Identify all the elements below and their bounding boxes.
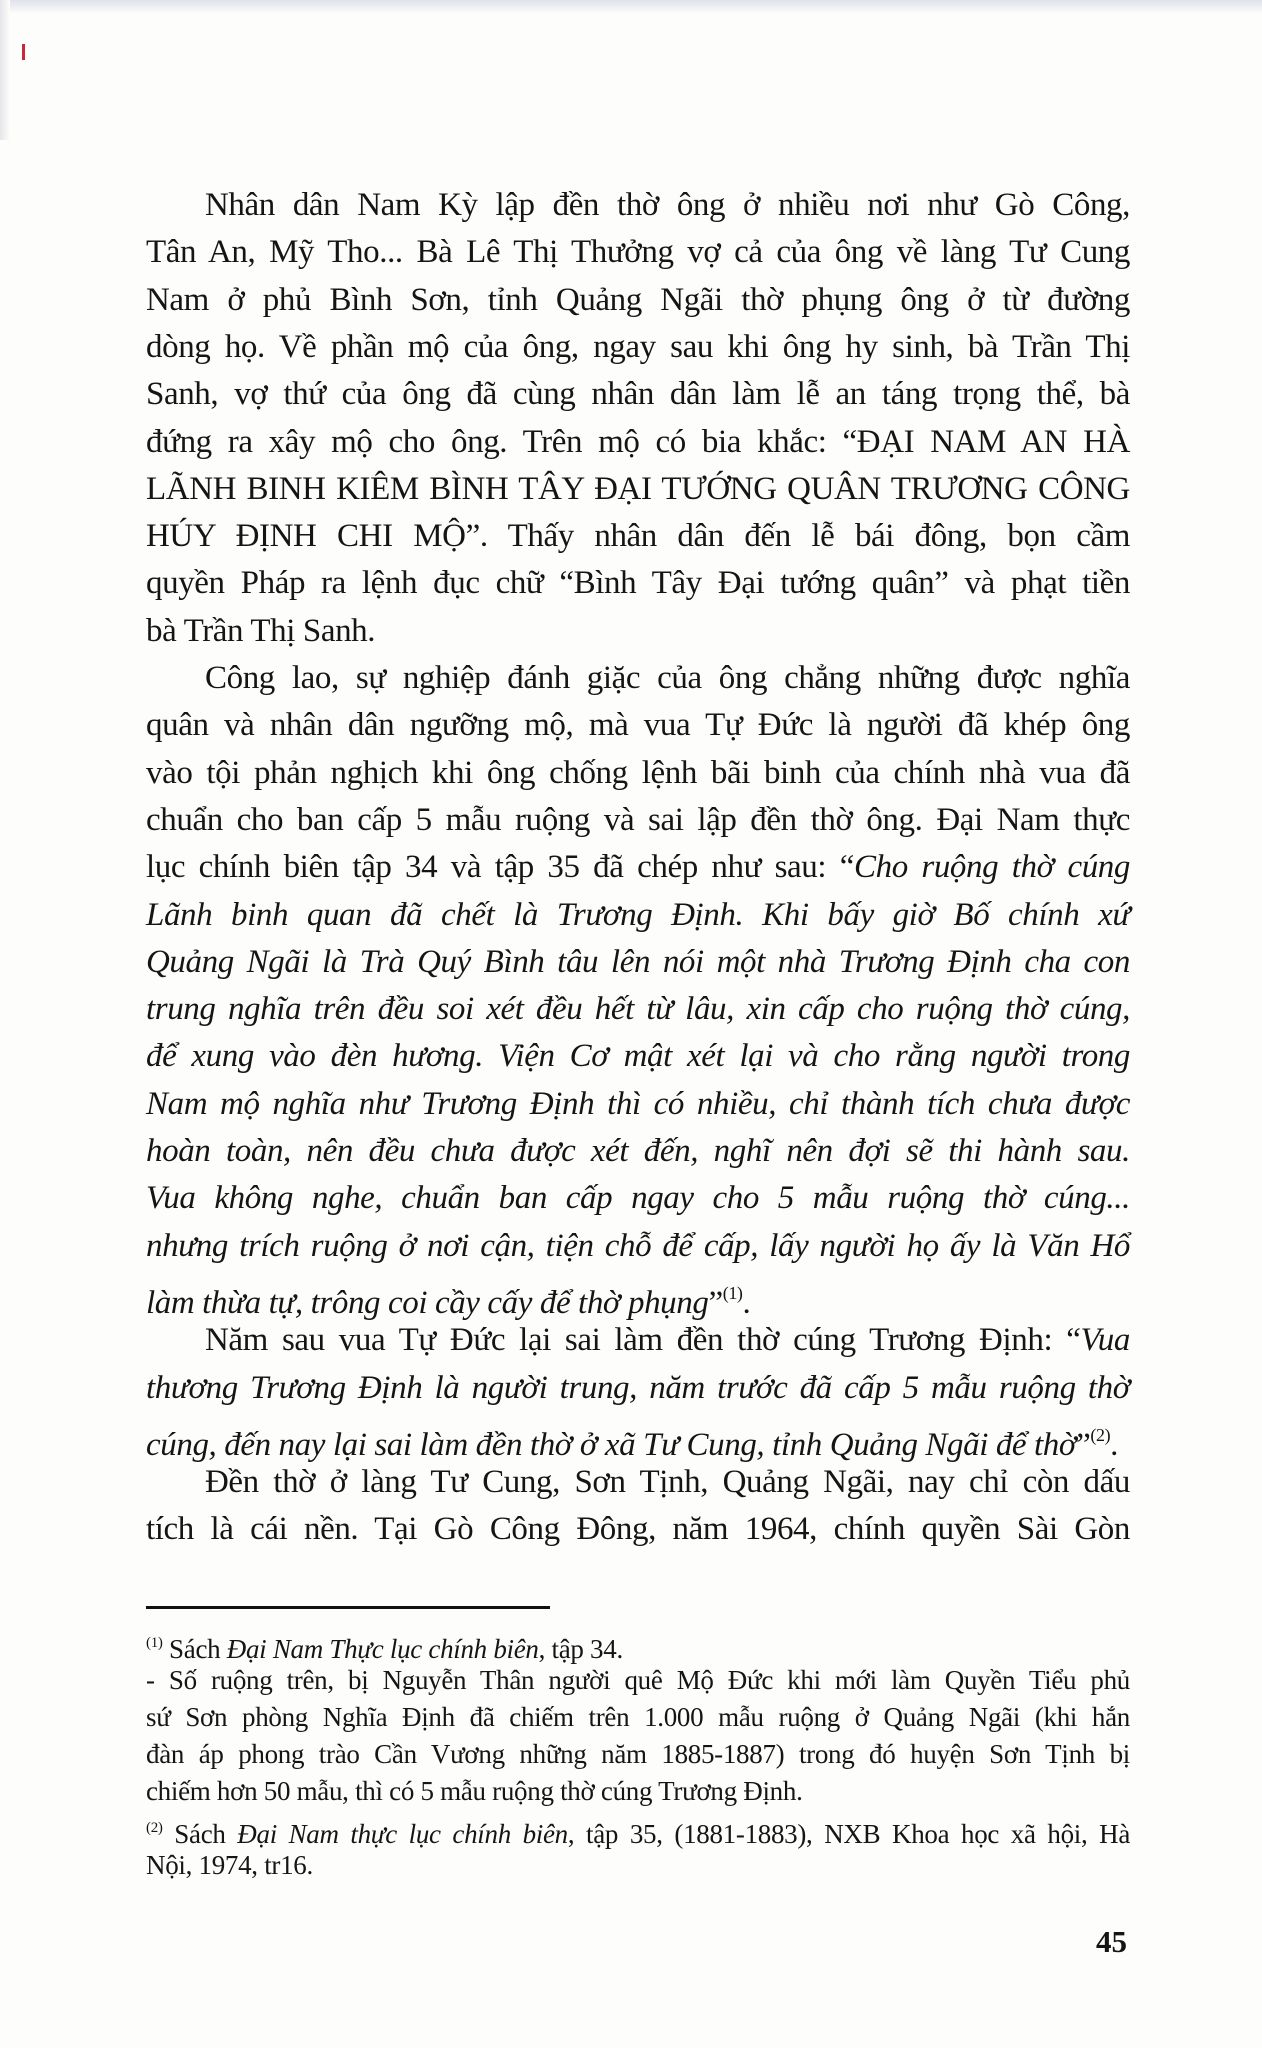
body-line xyxy=(146,942,1130,982)
footnote-line xyxy=(146,1626,1130,1666)
italic-run: Quảng Ngãi là Trà Quý Bình tâu lên nói một nhà Trương Định cha con xyxy=(146,943,1130,980)
text-run: Tân An, Mỹ Tho... Bà Lê Thị Thưởng vợ cả của ông về làng Tư Cung xyxy=(146,234,1130,271)
text-run: Đền thờ ở làng Tư Cung, Sơn Tịnh, Quảng Ngãi, nay chỉ còn dấu xyxy=(205,1464,1130,1501)
italic-run: Vua không nghe, chuẩn ban cấp ngay cho 5 mẫu ruộng thờ cúng... xyxy=(146,1180,1130,1217)
text-run: - Số ruộng trên, bị Nguyễn Thân người quê Mộ Đức khi mới làm Quyền Tiểu phủ xyxy=(146,1665,1130,1695)
body-line xyxy=(146,1509,1130,1549)
text-run: đàn áp phong trào Cần Vương những năm 1885-1887) trong đó huyện Sơn Tịnh bị xyxy=(146,1739,1130,1769)
body-line xyxy=(146,327,1130,367)
body-line xyxy=(146,469,1130,509)
italic-run: Lãnh binh quan đã chết là Trương Định. Khi bấy giờ Bố chính xứ xyxy=(146,896,1130,933)
footnote-divider xyxy=(146,1606,550,1609)
body-line xyxy=(146,422,1130,462)
italic-run: cúng, đến nay lại sai làm đền thờ ở xã Tư Cung, tỉnh Quảng Ngãi để thờ xyxy=(146,1426,1077,1463)
body-line xyxy=(146,1036,1130,1076)
footnote-line xyxy=(146,1737,1130,1771)
page-number: 45 xyxy=(1096,1924,1127,1959)
scan-left-shadow xyxy=(0,0,10,140)
body-line xyxy=(205,1462,1130,1502)
body-line xyxy=(146,280,1130,320)
body-line xyxy=(146,1178,1130,1218)
body-line xyxy=(146,563,1130,603)
body-line xyxy=(146,232,1130,272)
body-line xyxy=(205,185,1130,225)
body-line xyxy=(146,1226,1130,1266)
text-run: Sanh, vợ thứ của ông đã cùng nhân dân làm lễ an táng trọng thể, bà xyxy=(146,376,1130,413)
text-run: ” xyxy=(708,1284,723,1321)
text-run: lục chính biên tập 34 và tập 35 đã chép như sau: “ xyxy=(146,849,854,886)
text-run: Nam ở phủ Bình Sơn, tỉnh Quảng Ngãi thờ phụng ông ở từ đường xyxy=(146,281,1130,318)
footnote-ref: (1) xyxy=(146,1635,163,1651)
body-line xyxy=(146,1273,1130,1323)
body-line xyxy=(146,705,1130,745)
text-run: quyền Pháp ra lệnh đục chữ “Bình Tây Đại tướng quân” và phạt tiền xyxy=(146,565,1130,602)
text-run: chuẩn cho ban cấp 5 mẫu ruộng và sai lập đền thờ ông. Đại Nam thực xyxy=(146,801,1130,838)
footnote-line xyxy=(146,1700,1130,1734)
text-run: quân và nhân dân ngưỡng mộ, mà vua Tự Đức là người đã khép ông xyxy=(146,707,1130,744)
text-run: chiếm hơn 50 mẫu, thì có 5 mẫu ruộng thờ cúng Trương Định. xyxy=(146,1776,803,1806)
text-run: LÃNH BINH KIÊM BÌNH TÂY ĐẠI TƯỚNG QUÂN TRƯƠNG CÔNG xyxy=(146,470,1130,507)
text-run: Sách xyxy=(162,1819,238,1849)
text-run: tích là cái nền. Tại Gò Công Đông, năm 1964, chính quyền Sài Gòn xyxy=(146,1511,1130,1548)
italic-run: Cho ruộng thờ cúng xyxy=(854,849,1130,886)
body-line xyxy=(146,1131,1130,1171)
text-run: Năm sau vua Tự Đức lại sai làm đền thờ cúng Trương Định: “ xyxy=(205,1322,1081,1359)
italic-run: để xung vào đèn hương. Viện Cơ mật xét lại và cho rằng người trong xyxy=(146,1038,1130,1075)
body-line xyxy=(146,1084,1130,1124)
footnote-ref: (2) xyxy=(146,1820,163,1836)
italic-run: Nam mộ nghĩa như Trương Định thì có nhiều, chỉ thành tích chưa được xyxy=(146,1085,1130,1122)
text-run: ” xyxy=(1076,1426,1091,1463)
italic-run: thương Trương Định là người trung, năm trước đã cấp 5 mẫu ruộng thờ xyxy=(146,1369,1130,1406)
body-line xyxy=(146,753,1130,793)
text-run: Nhân dân Nam Kỳ lập đền thờ ông ở nhiều nơi như Gò Công, xyxy=(205,187,1130,223)
text-run: , tập 35, (1881-1883), NXB Khoa học xã hội, Hà xyxy=(567,1819,1131,1849)
text-run: sứ Sơn phòng Nghĩa Định đã chiếm trên 1.000 mẫu ruộng ở Quảng Ngãi (khi hắn xyxy=(146,1702,1130,1732)
italic-run: nhưng trích ruộng ở nơi cận, tiện chỗ để cấp, lấy người họ ấy là Văn Hổ xyxy=(146,1227,1130,1264)
text-run: Nội, 1974, tr16. xyxy=(146,1850,313,1880)
italic-run: Đại Nam Thực lục chính biên xyxy=(226,1634,539,1664)
text-run: dòng họ. Về phần mộ của ông, ngay sau khi ông hy sinh, bà Trần Thị xyxy=(146,328,1130,365)
footnote-ref: (2) xyxy=(1090,1424,1111,1445)
scan-top-shadow xyxy=(0,0,1262,14)
text-run: , tập 34. xyxy=(538,1634,623,1664)
body-line xyxy=(146,1415,1130,1465)
body-line xyxy=(146,516,1130,556)
text-run: đứng ra xây mộ cho ông. Trên mộ có bia khắc: “ĐẠI NAM AN HÀ xyxy=(146,423,1130,460)
italic-run: Đại Nam thực lục chính biên xyxy=(237,1819,568,1849)
body-line xyxy=(146,374,1130,414)
footnote-line xyxy=(146,1663,1130,1697)
body-line xyxy=(146,800,1130,840)
body-line xyxy=(146,895,1130,935)
text-run: bà Trần Thị Sanh. xyxy=(146,612,376,649)
italic-run: làm thừa tự, trông coi cầy cấy để thờ phụng xyxy=(146,1284,709,1321)
body-line xyxy=(205,658,1130,698)
footnote-line xyxy=(146,1848,1130,1882)
text-run: Sách xyxy=(162,1634,227,1664)
body-line xyxy=(146,611,1130,651)
text-run: . xyxy=(1110,1426,1119,1463)
body-line xyxy=(146,1368,1130,1408)
body-line xyxy=(205,1320,1130,1360)
italic-run: trung nghĩa trên đều soi xét đều hết từ lâu, xin cấp cho ruộng thờ cúng, xyxy=(146,991,1130,1028)
text-run: HÚY ĐỊNH CHI MỘ”. Thấy nhân dân đến lễ bái đông, bọn cầm xyxy=(146,518,1130,555)
italic-run: Vua xyxy=(1080,1322,1130,1359)
footnote-line xyxy=(146,1811,1130,1851)
body-line xyxy=(146,847,1130,887)
footnote-line xyxy=(146,1774,1130,1808)
text-run: Công lao, sự nghiệp đánh giặc của ông chẳng những được nghĩa xyxy=(205,660,1130,696)
body-line xyxy=(146,989,1130,1029)
text-run: . xyxy=(742,1284,751,1321)
footnote-ref: (1) xyxy=(722,1282,743,1303)
italic-run: hoàn toàn, nên đều chưa được xét đến, nghĩ nên đợi sẽ thi hành sau. xyxy=(146,1133,1130,1169)
text-run: vào tội phản nghịch khi ông chống lệnh bãi binh của chính nhà vua đã xyxy=(146,754,1130,791)
red-mark xyxy=(22,44,25,60)
